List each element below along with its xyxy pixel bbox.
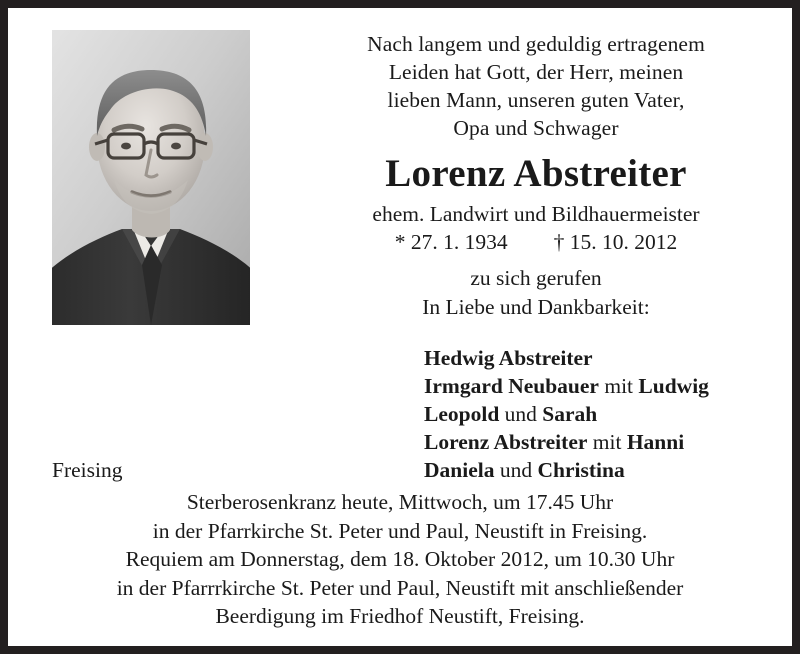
mourner-conjunction: mit bbox=[598, 374, 639, 398]
mourner-line bbox=[424, 456, 709, 484]
mourner-conjunction: und bbox=[494, 458, 538, 482]
mourner-name-primary: Leopold bbox=[424, 402, 500, 426]
mourner-name-primary: Daniela bbox=[424, 458, 495, 482]
notice-card bbox=[8, 8, 792, 646]
intro-line-1: Nach langem und geduldig ertragenem bbox=[367, 32, 705, 56]
intro-line-4: Opa und Schwager bbox=[453, 116, 619, 140]
mourner-name-secondary: Sarah bbox=[542, 402, 598, 426]
mourner-line bbox=[424, 344, 709, 372]
arrangement-line: in der Pfarrkirche St. Peter und Paul, Neustift in Freising. bbox=[152, 518, 648, 543]
mourner-name-primary: Hedwig Abstreiter bbox=[424, 346, 593, 370]
mourner-conjunction: mit bbox=[587, 430, 627, 454]
mourner-name-primary: Irmgard Neubauer bbox=[424, 374, 599, 398]
mourner-line bbox=[424, 428, 709, 456]
life-dates bbox=[276, 228, 792, 257]
mourner-name-secondary: Hanni bbox=[626, 430, 685, 454]
death-date: † 15. 10. 2012 bbox=[553, 230, 678, 254]
called-line: zu sich gerufen bbox=[470, 266, 602, 290]
mourner-name-secondary: Christina bbox=[537, 458, 625, 482]
portrait-photo bbox=[52, 30, 250, 325]
arrangement-line: Requiem am Donnerstag, dem 18. Oktober 2012, um 10.30 Uhr bbox=[125, 547, 675, 571]
birth-date: * 27. 1. 1934 bbox=[394, 230, 508, 254]
gratitude-line: In Liebe und Dankbarkeit: bbox=[422, 295, 650, 319]
intro-line-3: lieben Mann, unseren guten Vater, bbox=[387, 88, 685, 112]
portrait-illustration bbox=[52, 30, 250, 325]
arrangement-line: Sterberosenkranz heute, Mittwoch, um 17.45 Uhr bbox=[186, 490, 614, 514]
mourner-line bbox=[424, 400, 709, 428]
deceased-name: Lorenz Abstreiter bbox=[385, 152, 687, 195]
mourner-name-secondary: Ludwig bbox=[638, 374, 709, 398]
intro-block bbox=[276, 30, 792, 322]
mourner-conjunction: und bbox=[499, 402, 543, 426]
funeral-arrangements bbox=[16, 488, 784, 631]
mourner-line bbox=[424, 372, 709, 400]
mourner-name-primary: Lorenz Abstreiter bbox=[424, 430, 588, 454]
intro-line-2: Leiden hat Gott, der Herr, meinen bbox=[388, 60, 684, 84]
arrangement-line: Beerdigung im Friedhof Neustift, Freising. bbox=[215, 604, 585, 628]
place-name: Freising bbox=[52, 458, 123, 482]
mourners-list bbox=[424, 344, 709, 484]
arrangement-line: in der Pfarrrkirche St. Peter und Paul, Neustift mit anschließender bbox=[116, 575, 684, 600]
profession-line: ehem. Landwirt und Bildhauermeister bbox=[372, 202, 700, 226]
